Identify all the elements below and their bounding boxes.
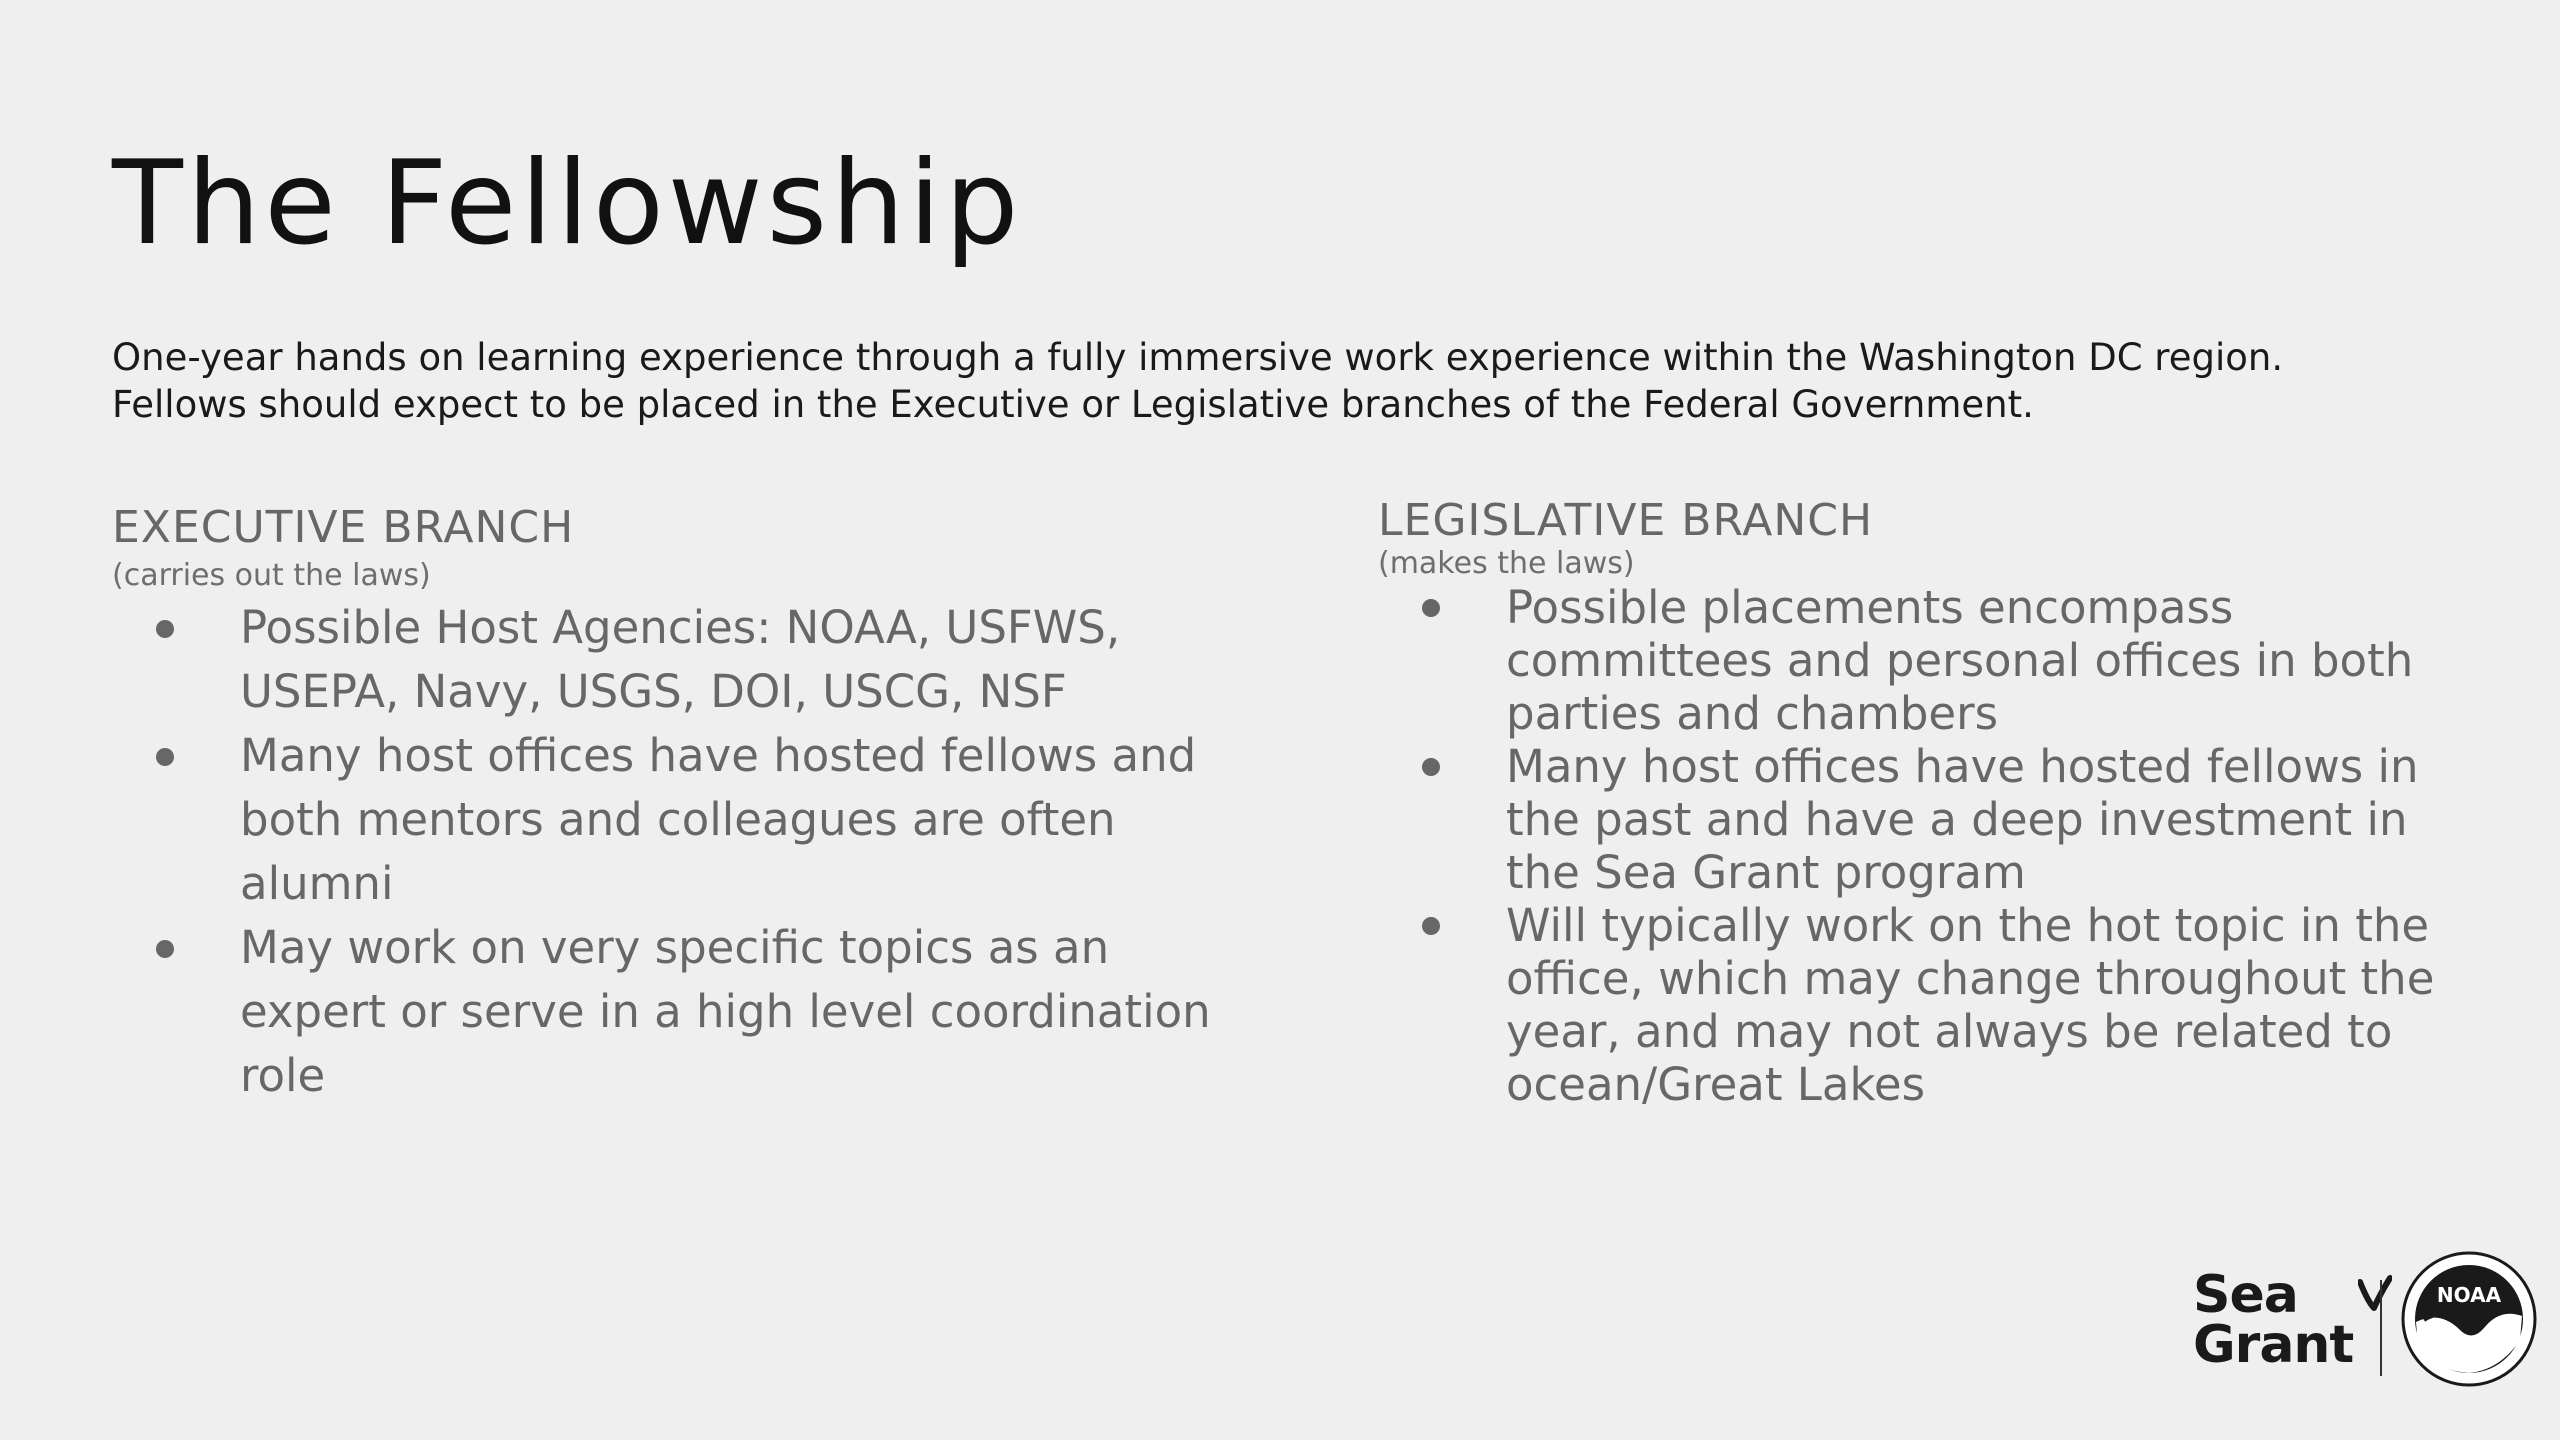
- bullet-icon: [156, 940, 174, 958]
- legislative-bullet-list: [1378, 581, 2488, 1111]
- slide-title: The Fellowship: [112, 136, 1023, 271]
- executive-branch-section: [112, 500, 1252, 1108]
- footer-logos: [2190, 1250, 2540, 1400]
- list-item-text: Many host offices have hosted fellows and both mentors and colleagues are often alumni: [240, 729, 1197, 910]
- sea-grant-logo-line-2: Grant: [2193, 1315, 2354, 1375]
- executive-branch-heading: EXECUTIVE BRANCH: [112, 502, 575, 553]
- bullet-icon: [1422, 599, 1440, 617]
- bullet-icon: [1422, 917, 1440, 935]
- executive-bullet-list: [112, 596, 1252, 1108]
- executive-branch-subheading: (carries out the laws): [112, 558, 431, 593]
- intro-text: [112, 334, 2492, 428]
- list-item: [112, 916, 1252, 1108]
- noaa-logo-text: NOAA: [2436, 1283, 2502, 1307]
- list-item: [1378, 740, 2488, 899]
- legislative-branch-subheading: (makes the laws): [1378, 546, 1635, 581]
- list-item-text: Many host offices have hosted fellows in the past and have a deep investment in the Sea Grant program: [1506, 740, 2419, 899]
- list-item: [112, 724, 1252, 916]
- list-item: [1378, 899, 2488, 1111]
- noaa-logo: [2400, 1250, 2538, 1388]
- list-item-text: Possible placements encompass committees and personal offices in both parties and chambers: [1506, 581, 2414, 740]
- bullet-icon: [1422, 758, 1440, 776]
- logo-divider: [2380, 1280, 2382, 1376]
- legislative-branch-section: [1378, 495, 2488, 1111]
- list-item: [1378, 581, 2488, 740]
- list-item-text: Will typically work on the hot topic in the office, which may change throughout the year, and may not always be related to ocean/Great Lakes: [1506, 899, 2435, 1111]
- list-item-text: Possible Host Agencies: NOAA, USFWS, USEPA, Navy, USGS, DOI, USCG, NSF: [240, 601, 1121, 718]
- bullet-icon: [156, 620, 174, 638]
- sea-grant-logo-line-1: Sea: [2193, 1265, 2298, 1325]
- sea-grant-logo: [2193, 1265, 2354, 1375]
- list-item-text: May work on very specific topics as an expert or serve in a high level coordination role: [240, 921, 1211, 1102]
- sea-grant-bird-icon: [2358, 1274, 2392, 1314]
- intro-line-2: Fellows should expect to be placed in the Executive or Legislative branches of the Federal Government.: [112, 383, 2034, 426]
- intro-line-1: One-year hands on learning experience through a fully immersive work experience within the Washington DC region.: [112, 336, 2284, 379]
- legislative-branch-heading: LEGISLATIVE BRANCH: [1378, 495, 1874, 546]
- bullet-icon: [156, 748, 174, 766]
- list-item: [112, 596, 1252, 724]
